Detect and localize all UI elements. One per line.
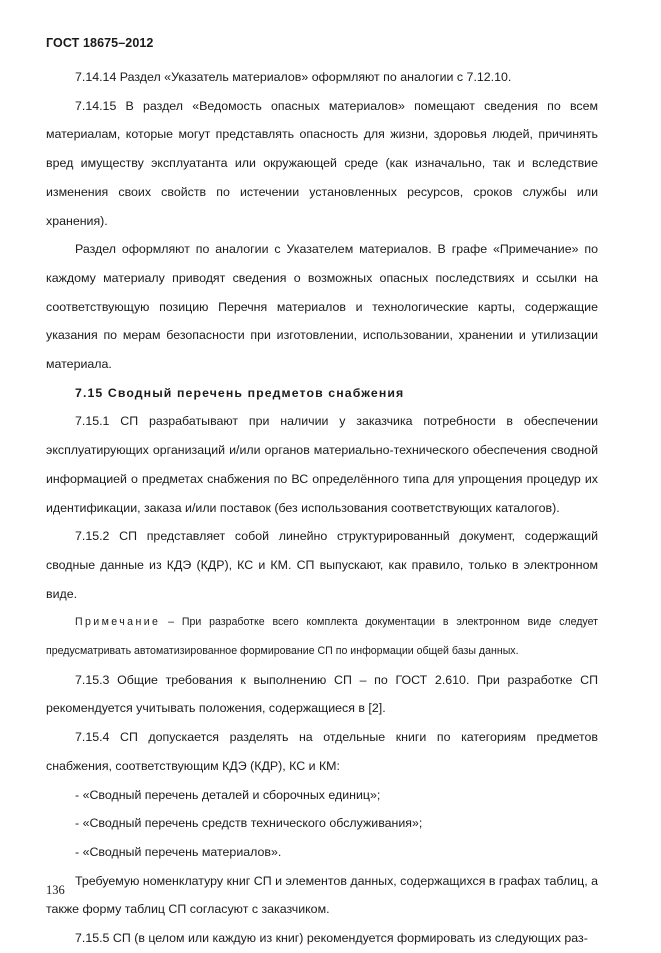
paragraph-7-14-15: 7.14.15 В раздел «Ведомость опасных материалов» помещают сведения по всем материалам, которые могут представлять опасность для жизни, здоровья людей, причинять вред имуществу эксплуатанта или окружающей среде (как изначально, так и вследствие изменения своих свойств по истечении установленных ресурсов, сроков службы или хранения). [46,98,598,228]
list-item: - «Сводный перечень средств технического обслуживания»; [75,816,423,831]
list-item: - «Сводный перечень деталей и сборочных единиц»; [75,787,381,802]
paragraph-7-14-14: 7.14.14 Раздел «Указатель материалов» оформляют по аналогии с 7.12.10. [75,70,512,84]
document-code-header: ГОСТ 18675–2012 [46,36,154,50]
paragraph-hazardous-materials-format: Раздел оформляют по аналогии с Указателем материалов. В графе «Примечание» по каждому материалу приводят сведения о возможных опасных последствиях и ссылки на соответствующую позицию Перечня материалов и технологические карты, содержащие указания по мерам безопасности при изготовлении, использовании, хранении и утилизации материала. [46,242,598,372]
note-label: Примечание [75,616,161,629]
paragraph-nomenclature: Требуемую номенклатуру книг СП и элементов данных, содержащихся в графах таблиц, а также форму таблиц СП согласуют с заказчиком. [46,873,598,917]
page-body [46,63,598,953]
paragraph-7-15-2: 7.15.2 СП представляет собой линейно структурированный документ, содержащий сводные данные из КДЭ (КДР), КС и КМ. СП выпускают, как правило, только в электронном виде. [46,529,598,601]
note [46,608,598,665]
section-heading-7-15: 7.15 Сводный перечень предметов снабжения [75,385,405,400]
page-number: 136 [46,883,65,897]
note-text: – При разработке всего комплекта документации в электронном виде следует предусматривать автоматизированное формирование СП по информации общей базы данных. [46,616,598,658]
paragraph-7-15-4: 7.15.4 СП допускается разделять на отдельные книги по категориям предметов снабжения, соответствующим КДЭ (КДР), КС и КМ: [46,730,598,773]
list-item: - «Сводный перечень материалов». [75,844,282,859]
paragraph-7-15-1: 7.15.1 СП разрабатывают при наличии у заказчика потребности в обеспечении эксплуатирующих организаций и/или органов материально-технического обеспечения сводной информацией о предметах снабжения по ВС определённого типа для упрощения процедур их идентификации, заказа и/или поставок (без использования соответствующих каталогов). [46,414,598,515]
paragraph-7-15-5: 7.15.5 СП (в целом или каждую из книг) рекомендуется формировать из следующих раз- [75,931,588,946]
paragraph-7-15-3: 7.15.3 Общие требования к выполнению СП – по ГОСТ 2.610. При разработке СП рекомендуется учитывать положения, содержащиеся в [2]. [46,672,598,716]
